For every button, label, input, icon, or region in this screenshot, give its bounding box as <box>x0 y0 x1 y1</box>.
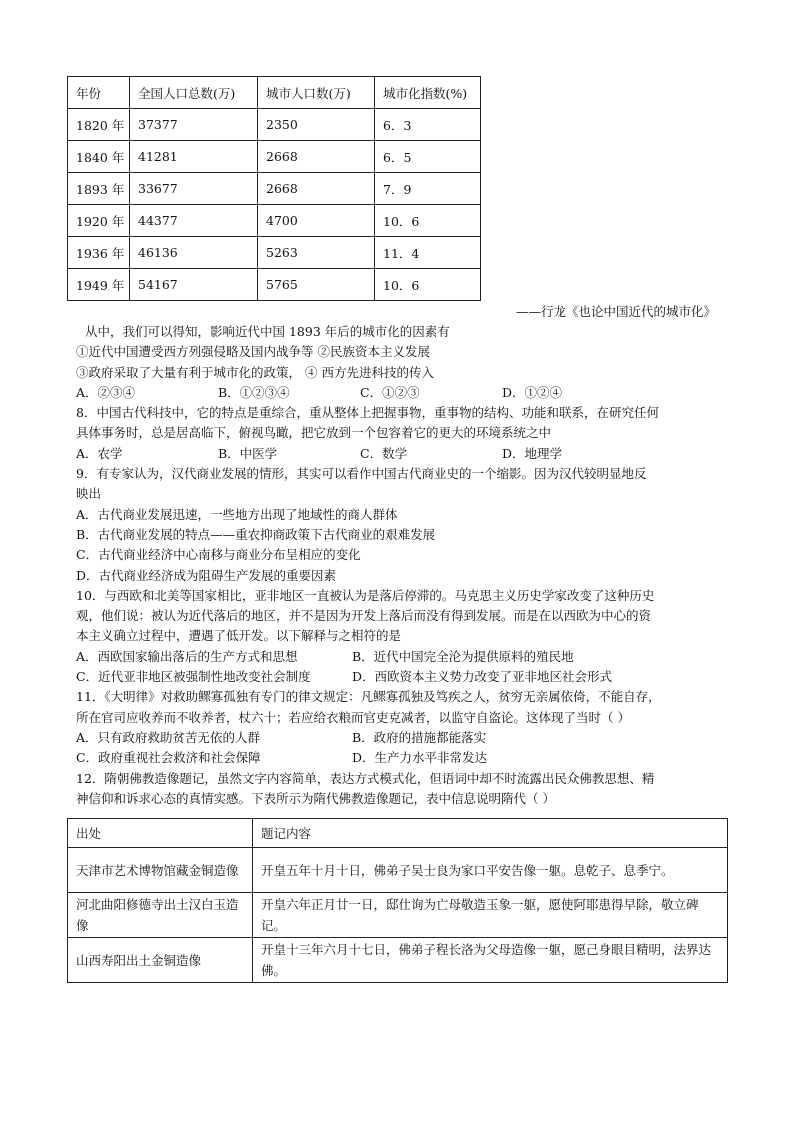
table-header-cell: 题记内容 <box>253 819 728 848</box>
q12-stem-line: 12．隋朝佛教造像题记，虽然文字内容简单，表达方式模式化，但语词中却不时流露出民众佛教思想、精 <box>76 770 655 786</box>
option-b: B．中医学 <box>218 445 278 461</box>
table-cell-urban-population: 2668 <box>258 173 375 205</box>
table-cell-urbanization-index: 10．6 <box>375 269 481 301</box>
q11-stem-line: 所在官司应收养而不收养者，杖六十；若应给衣粮而官吏克减者，以监守自盗论。这体现了当时（ ） <box>76 709 630 725</box>
option-c: C．数学 <box>360 445 408 461</box>
table-cell-population: 54167 <box>130 269 258 301</box>
q11-options-row <box>76 748 726 768</box>
q10-options-row <box>76 647 726 667</box>
option-a: A．西欧国家输出落后的生产方式和思想 <box>76 648 298 664</box>
table-cell-population: 37377 <box>130 109 258 141</box>
table-cell-year: 1840 年 <box>68 141 130 173</box>
table-cell-urban-population: 4700 <box>258 205 375 237</box>
q7-item-line: ③政府采取了大量有利于城市化的政策， ④ 西方先进科技的传入 <box>76 364 434 380</box>
q9-stem-line: 映出 <box>76 486 102 502</box>
table-cell-urbanization-index: 10．6 <box>375 205 481 237</box>
table-row <box>68 237 481 269</box>
q11-options-row <box>76 728 726 748</box>
option-d: D．西欧资本主义势力改变了亚非地区社会形式 <box>352 669 613 685</box>
table-header-cell: 城市人口数(万) <box>258 77 375 109</box>
table-row <box>68 269 481 301</box>
table-cell-inscription: 开皇十三年六月十七日，佛弟子程长洛为父母造像一躯，愿己身眼目精明，法界达佛。 <box>253 938 728 983</box>
option-b: B．①②③④ <box>218 384 290 400</box>
option-d: D．地理学 <box>502 445 563 461</box>
table-header-row <box>68 77 481 109</box>
q7-item-line: ①近代中国遭受西方列强侵略及国内战争等 ②民族资本主义发展 <box>76 344 430 360</box>
table-cell-population: 44377 <box>130 205 258 237</box>
table-cell-inscription: 开皇五年十月十日，佛弟子吴士良为家口平安告像一躯。息乾子、息季宁。 <box>253 848 728 893</box>
table-cell-year: 1820 年 <box>68 109 130 141</box>
option-d: D．古代商业经济成为阻碍生产发展的重要因素 <box>76 567 337 583</box>
table-cell-urbanization-index: 11．4 <box>375 237 481 269</box>
table-row <box>68 893 728 938</box>
option-a: A．只有政府救助贫苦无依的人群 <box>76 729 261 745</box>
table-row <box>68 848 728 893</box>
q8-options <box>76 444 726 464</box>
q10-options-row <box>76 667 726 687</box>
table-cell-inscription: 开皇六年正月廿一日，邸仕询为亡母敬造玉象一躯，愿使阿耶患得早除，敬立碑记。 <box>253 893 728 938</box>
table-cell-source: 河北曲阳修德寺出土汉白玉造像 <box>68 893 253 938</box>
q8-stem-line: 8．中国古代科技中，它的特点是重综合，重从整体上把握事物，重事物的结构、功能和联系，在研究任何 <box>76 405 659 421</box>
q10-stem-line: 10．与西欧和北美等国家相比，亚非地区一直被认为是落后停滞的。马克思主义历史学家改变了这种历史 <box>76 587 655 603</box>
q10-stem-line: 观，他们说：被认为近代落后的地区，并不是因为开发上落后而没有得到发展。而是在以西欧为中心的资 <box>76 608 652 624</box>
table-cell-year: 1936 年 <box>68 237 130 269</box>
table-cell-year: 1949 年 <box>68 269 130 301</box>
inscription-table <box>67 818 728 983</box>
q9-stem-line: 9．有专家认为，汉代商业发展的情形，其实可以看作中国古代商业史的一个缩影。因为汉代较明显地反 <box>76 466 647 482</box>
table-cell-source: 天津市艺术博物馆藏金铜造像 <box>68 848 253 893</box>
table-header-row <box>68 819 728 848</box>
option-c: C．古代商业经济中心南移与商业分布呈相应的变化 <box>76 547 361 563</box>
q7-stem: 从中，我们可以得知，影响近代中国 1893 年后的城市化的因素有 <box>85 324 450 339</box>
q10-stem-line: 本主义确立过程中，遭遇了低开发。以下解释与之相符的是 <box>76 628 402 644</box>
table-cell-urban-population: 2668 <box>258 141 375 173</box>
option-d: D．①②④ <box>502 384 563 400</box>
table-cell-urban-population: 2350 <box>258 109 375 141</box>
option-a: A．农学 <box>76 445 123 461</box>
option-d: D．生产力水平非常发达 <box>352 750 488 766</box>
urbanization-table <box>67 76 481 301</box>
q7-options <box>76 383 726 403</box>
table-row <box>68 141 481 173</box>
table-cell-population: 33677 <box>130 173 258 205</box>
option-c: C．政府重视社会救济和社会保障 <box>76 750 261 766</box>
option-c: C．①②③ <box>360 384 420 400</box>
q11-stem-line: 11．《大明律》对救助鳏寡孤独有专门的律文规定：凡鳏寡孤独及笃疾之人，贫穷无亲属依倚，不能自存， <box>76 689 661 705</box>
table-cell-population: 41281 <box>130 141 258 173</box>
table-header-cell: 出处 <box>68 819 253 848</box>
question-body <box>76 322 726 809</box>
table-header-cell: 全国人口总数(万) <box>130 77 258 109</box>
option-a: A．古代商业发展迅速，一些地方出现了地域性的商人群体 <box>76 506 398 522</box>
table-source-citation: ——行龙《也论中国近代的城市化》 <box>515 304 716 319</box>
option-b: B．近代中国完全沦为提供原料的殖民地 <box>352 648 574 664</box>
option-a: A．②③④ <box>76 384 136 400</box>
table-cell-year: 1893 年 <box>68 173 130 205</box>
q8-stem-line: 具体事务时，总是居高临下，俯视鸟瞰，把它放到一个包容着它的更大的环境系统之中 <box>76 425 552 441</box>
option-b: B．古代商业发展的特点——重农抑商政策下古代商业的艰难发展 <box>76 526 436 542</box>
option-b: B．政府的措施都能落实 <box>352 729 487 745</box>
table-row <box>68 173 481 205</box>
table-row <box>68 938 728 983</box>
table-cell-year: 1920 年 <box>68 205 130 237</box>
table-row <box>68 109 481 141</box>
option-c: C．近代亚非地区被强制性地改变社会制度 <box>76 669 311 685</box>
table-cell-urbanization-index: 6．3 <box>375 109 481 141</box>
table-cell-source: 山西寿阳出土金铜造像 <box>68 938 253 983</box>
table-header-cell: 城市化指数(%) <box>375 77 481 109</box>
table-cell-urbanization-index: 6．5 <box>375 141 481 173</box>
table-cell-urbanization-index: 7．9 <box>375 173 481 205</box>
q12-stem-line: 神信仰和诉求心态的真情实感。下表所示为隋代佛教造像题记，表中信息说明隋代（ ） <box>76 790 555 806</box>
table-cell-urban-population: 5765 <box>258 269 375 301</box>
table-cell-urban-population: 5263 <box>258 237 375 269</box>
table-cell-population: 46136 <box>130 237 258 269</box>
table-row <box>68 205 481 237</box>
table-header-cell: 年份 <box>68 77 130 109</box>
